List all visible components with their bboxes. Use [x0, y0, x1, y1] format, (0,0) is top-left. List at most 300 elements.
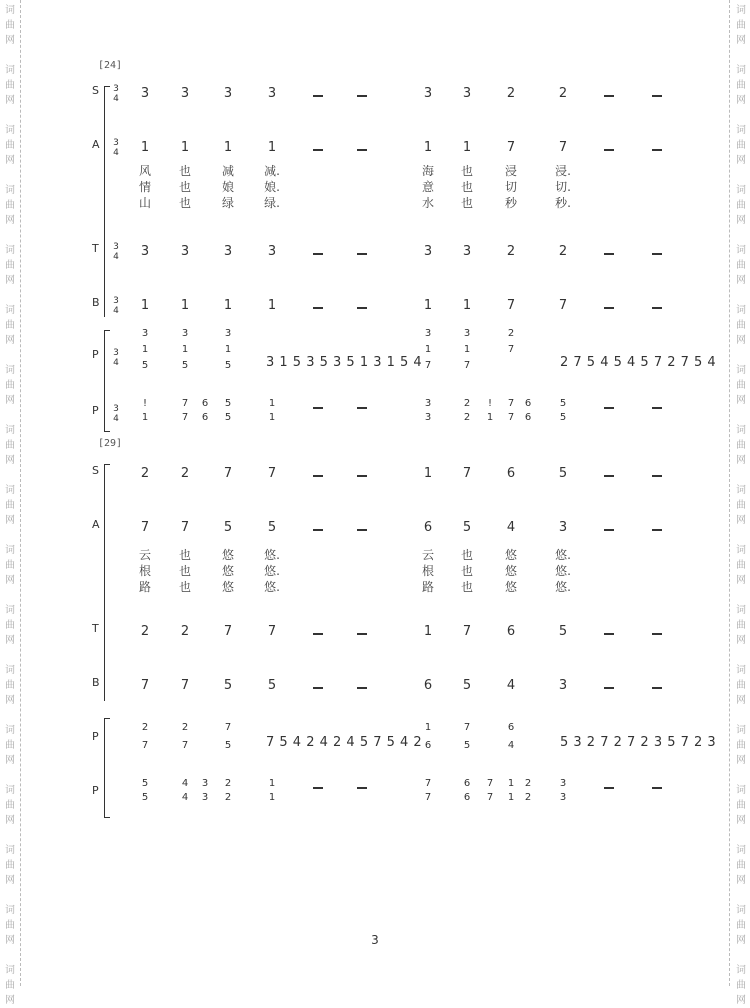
- note: 5: [462, 520, 472, 535]
- lyric-word: 路: [138, 580, 152, 594]
- chord-note: 4: [507, 740, 515, 751]
- watermark-glyph: 词: [5, 485, 15, 496]
- voice-label-alto: A: [92, 518, 100, 531]
- note: 1: [140, 140, 150, 155]
- rest-dash: [357, 149, 367, 151]
- note: 3: [558, 678, 568, 693]
- rest-dash: [652, 253, 662, 255]
- note: 1: [140, 298, 150, 313]
- chord-note: 5: [141, 792, 149, 803]
- lyric-word: 水: [421, 196, 435, 210]
- note: 1: [423, 466, 433, 481]
- watermark-glyph: 网: [5, 935, 15, 946]
- rest-dash: [313, 253, 323, 255]
- watermark-glyph: 曲: [5, 20, 15, 31]
- rest-dash: [652, 787, 662, 789]
- lyric-word: 也: [178, 164, 192, 178]
- watermark-glyph: 网: [5, 335, 15, 346]
- rest-dash: [652, 687, 662, 689]
- watermark-glyph: 词: [5, 845, 15, 856]
- note: 5: [223, 520, 233, 535]
- chord-note: 5: [224, 360, 232, 371]
- piano-upper-label: P: [92, 348, 99, 361]
- watermark-glyph: 网: [736, 95, 746, 106]
- watermark-glyph: 词: [736, 245, 746, 256]
- watermark-glyph: 词: [736, 425, 746, 436]
- lyric-word: 路: [421, 580, 435, 594]
- voice-label-soprano: S: [92, 464, 99, 477]
- note: 5: [267, 678, 277, 693]
- note: 4: [506, 520, 516, 535]
- watermark-glyph: 词: [736, 785, 746, 796]
- watermark-glyph: 网: [5, 395, 15, 406]
- rest-dash: [604, 307, 614, 309]
- note: 6: [423, 520, 433, 535]
- voice-label-tenor: T: [92, 622, 99, 635]
- lyric-word: 悠.: [555, 580, 571, 594]
- watermark-glyph: 词: [736, 485, 746, 496]
- note: 7: [267, 466, 277, 481]
- lyric-word: 悠.: [264, 548, 280, 562]
- rest-dash: [313, 633, 323, 635]
- note: 6: [506, 466, 516, 481]
- note: 3: [223, 244, 233, 259]
- chord-note: 5: [141, 360, 149, 371]
- watermark-glyph: 曲: [5, 920, 15, 931]
- watermark-glyph: 词: [736, 725, 746, 736]
- lyric-word: 悠.: [555, 548, 571, 562]
- watermark-glyph: 网: [736, 755, 746, 766]
- watermark-glyph: 网: [5, 455, 15, 466]
- watermark-glyph: 曲: [5, 860, 15, 871]
- chord-note: 7: [424, 792, 432, 803]
- lyric-word: 根: [138, 564, 152, 578]
- lyric-word: 娘.: [264, 180, 280, 194]
- note: 3: [423, 86, 433, 101]
- lyric-word: 也: [460, 564, 474, 578]
- note: 5: [558, 466, 568, 481]
- chord-note: 3: [224, 328, 232, 339]
- melodic-run: 7 5 4 2 4 2 4 5 7 5 4 2: [266, 735, 423, 750]
- lyric-word: 情: [138, 180, 152, 194]
- note: 3: [180, 244, 190, 259]
- note: 1: [223, 140, 233, 155]
- watermark-glyph: 曲: [736, 680, 746, 691]
- chord-note: 7: [181, 412, 189, 423]
- note: 1: [423, 298, 433, 313]
- choir-brace: [104, 464, 110, 701]
- chord-note: 6: [507, 722, 515, 733]
- chord-note: 1: [463, 344, 471, 355]
- chord-note: 3: [424, 412, 432, 423]
- watermark-glyph: 网: [5, 575, 15, 586]
- watermark-glyph: 曲: [5, 260, 15, 271]
- chord-note: 3: [201, 778, 209, 789]
- watermark-glyph: 网: [5, 815, 15, 826]
- chord-note: 2: [507, 328, 515, 339]
- watermark-glyph: 词: [5, 65, 15, 76]
- lyric-word: 娘: [221, 180, 235, 194]
- lyric-word: 也: [460, 164, 474, 178]
- measure-number: [24]: [98, 60, 123, 71]
- lyric-word: 根: [421, 564, 435, 578]
- chord-note: 1: [424, 722, 432, 733]
- watermark-glyph: 网: [5, 35, 15, 46]
- note: 1: [180, 298, 190, 313]
- voice-label-bass: B: [92, 296, 100, 309]
- rest-dash: [357, 687, 367, 689]
- chord-note: 3: [424, 328, 432, 339]
- chord-note: 7: [486, 778, 494, 789]
- watermark-glyph: 网: [736, 575, 746, 586]
- watermark-glyph: 曲: [736, 500, 746, 511]
- chord-note: 1: [424, 344, 432, 355]
- watermark-glyph: 词: [5, 545, 15, 556]
- lyric-word: 也: [178, 580, 192, 594]
- chord-note: 5: [224, 412, 232, 423]
- choir-brace: [104, 86, 110, 317]
- rest-dash: [652, 633, 662, 635]
- note: 1: [223, 298, 233, 313]
- note: 7: [180, 520, 190, 535]
- note: 2: [140, 624, 150, 639]
- chord-note: 7: [507, 398, 515, 409]
- lyric-word: 也: [460, 180, 474, 194]
- watermark-glyph: 词: [5, 185, 15, 196]
- note: 2: [180, 624, 190, 639]
- note: 7: [506, 298, 516, 313]
- lyric-word: 意: [421, 180, 435, 194]
- watermark-glyph: 网: [736, 935, 746, 946]
- chord-note: 5: [224, 740, 232, 751]
- chord-note: 7: [507, 344, 515, 355]
- lyric-word: 也: [460, 548, 474, 562]
- rest-dash: [313, 529, 323, 531]
- rest-dash: [313, 149, 323, 151]
- rest-dash: [652, 95, 662, 97]
- voice-label-soprano: S: [92, 84, 99, 97]
- watermark-glyph: 词: [736, 5, 746, 16]
- note: 2: [180, 466, 190, 481]
- lyric-word: 浸.: [555, 164, 571, 178]
- watermark-glyph: 词: [5, 245, 15, 256]
- chord-note: 3: [424, 398, 432, 409]
- chord-note: 2: [224, 778, 232, 789]
- watermark-glyph: 曲: [736, 560, 746, 571]
- note: 2: [506, 86, 516, 101]
- note: 3: [140, 244, 150, 259]
- chord-note: 7: [486, 792, 494, 803]
- watermark-glyph: 网: [736, 695, 746, 706]
- note: 7: [462, 466, 472, 481]
- note: 3: [267, 86, 277, 101]
- lyric-word: 绿: [221, 196, 235, 210]
- chord-note: !: [142, 398, 148, 409]
- rest-dash: [652, 407, 662, 409]
- watermark-glyph: 曲: [5, 380, 15, 391]
- watermark-glyph: 词: [5, 665, 15, 676]
- watermark-glyph: 曲: [5, 680, 15, 691]
- watermark-glyph: 网: [736, 455, 746, 466]
- note: 4: [506, 678, 516, 693]
- watermark-glyph: 曲: [5, 320, 15, 331]
- lyric-word: 悠: [221, 548, 235, 562]
- piano-brace: [104, 718, 110, 818]
- rest-dash: [604, 253, 614, 255]
- lyric-word: 云: [421, 548, 435, 562]
- chord-note: 2: [181, 722, 189, 733]
- chord-note: 6: [201, 398, 209, 409]
- chord-note: 3: [559, 792, 567, 803]
- note: 1: [423, 140, 433, 155]
- watermark-glyph: 词: [5, 725, 15, 736]
- chord-note: 3: [181, 328, 189, 339]
- lyric-word: 悠.: [264, 564, 280, 578]
- time-signature: 3 4: [113, 348, 119, 368]
- chord-note: 6: [424, 740, 432, 751]
- watermark-glyph: 词: [5, 5, 15, 16]
- lyric-word: 云: [138, 548, 152, 562]
- lyric-word: 也: [178, 564, 192, 578]
- chord-note: 5: [559, 398, 567, 409]
- chord-note: 4: [181, 792, 189, 803]
- rest-dash: [313, 95, 323, 97]
- watermark-glyph: 网: [5, 215, 15, 226]
- watermark-glyph: 词: [5, 785, 15, 796]
- chord-note: 1: [141, 344, 149, 355]
- lyric-word: 悠: [504, 580, 518, 594]
- lyric-word: 也: [460, 580, 474, 594]
- watermark-glyph: 网: [5, 755, 15, 766]
- note: 7: [558, 298, 568, 313]
- note: 3: [267, 244, 277, 259]
- chord-note: 2: [224, 792, 232, 803]
- rest-dash: [652, 475, 662, 477]
- watermark-glyph: 曲: [736, 200, 746, 211]
- note: 6: [423, 678, 433, 693]
- rest-dash: [313, 475, 323, 477]
- note: 2: [558, 244, 568, 259]
- time-signature: 3 4: [113, 404, 119, 424]
- lyric-word: 也: [178, 548, 192, 562]
- rest-dash: [313, 407, 323, 409]
- note: 2: [140, 466, 150, 481]
- note: 7: [223, 466, 233, 481]
- chord-note: 7: [181, 398, 189, 409]
- chord-note: 1: [268, 778, 276, 789]
- rest-dash: [604, 95, 614, 97]
- rest-dash: [604, 687, 614, 689]
- chord-note: 3: [559, 778, 567, 789]
- rest-dash: [652, 149, 662, 151]
- chord-note: 6: [463, 778, 471, 789]
- watermark-glyph: 词: [736, 305, 746, 316]
- lyric-word: 风: [138, 164, 152, 178]
- chord-note: 3: [141, 328, 149, 339]
- note: 7: [140, 678, 150, 693]
- lyric-word: 悠: [221, 564, 235, 578]
- lyric-word: 绿.: [264, 196, 280, 210]
- note: 3: [223, 86, 233, 101]
- note: 7: [223, 624, 233, 639]
- watermark-glyph: 网: [736, 515, 746, 526]
- rest-dash: [357, 633, 367, 635]
- watermark-glyph: 曲: [736, 440, 746, 451]
- time-signature: 3 4: [113, 84, 119, 104]
- rest-dash: [604, 529, 614, 531]
- note: 7: [140, 520, 150, 535]
- watermark-glyph: 词: [736, 185, 746, 196]
- piano-upper-label: P: [92, 730, 99, 743]
- rest-dash: [604, 633, 614, 635]
- watermark-glyph: 网: [736, 155, 746, 166]
- note: 1: [423, 624, 433, 639]
- watermark-glyph: 词: [5, 305, 15, 316]
- chord-note: 7: [424, 360, 432, 371]
- chord-note: 6: [463, 792, 471, 803]
- watermark-glyph: 词: [5, 605, 15, 616]
- watermark-glyph: 网: [5, 515, 15, 526]
- note: 5: [462, 678, 472, 693]
- chord-note: 1: [507, 778, 515, 789]
- lyric-word: 减.: [264, 164, 280, 178]
- watermark-glyph: 词: [5, 905, 15, 916]
- watermark-glyph: 曲: [5, 140, 15, 151]
- chord-note: 5: [181, 360, 189, 371]
- watermark-glyph: 词: [736, 65, 746, 76]
- melodic-run: 2 7 5 4 5 4 5 7 2 7 5 4: [560, 355, 717, 370]
- rest-dash: [357, 253, 367, 255]
- note: 3: [180, 86, 190, 101]
- lyric-word: 秒: [504, 196, 518, 210]
- watermark-glyph: 网: [736, 875, 746, 886]
- lyric-word: 秒.: [555, 196, 571, 210]
- note: 7: [462, 624, 472, 639]
- note: 7: [506, 140, 516, 155]
- lyric-word: 切: [504, 180, 518, 194]
- lyric-word: 悠.: [555, 564, 571, 578]
- chord-note: 5: [224, 398, 232, 409]
- rest-dash: [652, 529, 662, 531]
- watermark-glyph: 曲: [736, 620, 746, 631]
- lyric-word: 也: [178, 196, 192, 210]
- measure-number: [29]: [98, 438, 123, 449]
- chord-note: 1: [224, 344, 232, 355]
- rest-dash: [604, 407, 614, 409]
- lyric-word: 也: [178, 180, 192, 194]
- chord-note: 7: [141, 740, 149, 751]
- watermark-glyph: 曲: [736, 260, 746, 271]
- watermark-glyph: 词: [5, 365, 15, 376]
- watermark-glyph: 曲: [5, 800, 15, 811]
- watermark-glyph: 曲: [5, 80, 15, 91]
- note: 2: [506, 244, 516, 259]
- page-number: 3: [371, 933, 379, 947]
- note: 3: [558, 520, 568, 535]
- watermark-glyph: 词: [736, 845, 746, 856]
- watermark-glyph: 词: [5, 125, 15, 136]
- watermark-glyph: 曲: [736, 980, 746, 991]
- chord-note: !: [487, 398, 493, 409]
- watermark-glyph: 词: [5, 965, 15, 976]
- note: 7: [267, 624, 277, 639]
- note: 1: [462, 298, 472, 313]
- chord-note: 1: [268, 792, 276, 803]
- time-signature: 3 4: [113, 242, 119, 262]
- time-signature: 3 4: [113, 296, 119, 316]
- watermark-glyph: 曲: [736, 380, 746, 391]
- chord-note: 2: [524, 792, 532, 803]
- chord-note: 6: [201, 412, 209, 423]
- watermark-glyph: 网: [736, 275, 746, 286]
- watermark-glyph: 曲: [736, 80, 746, 91]
- lyric-word: 海: [421, 164, 435, 178]
- chord-note: 3: [201, 792, 209, 803]
- watermark-glyph: 曲: [736, 920, 746, 931]
- chord-note: 6: [524, 412, 532, 423]
- note: 3: [423, 244, 433, 259]
- note: 5: [558, 624, 568, 639]
- watermark-glyph: 网: [5, 695, 15, 706]
- watermark-glyph: 词: [736, 545, 746, 556]
- watermark-glyph: 曲: [736, 20, 746, 31]
- lyric-word: 也: [460, 196, 474, 210]
- note: 7: [558, 140, 568, 155]
- chord-note: 2: [463, 398, 471, 409]
- note: 3: [462, 86, 472, 101]
- watermark-glyph: 词: [736, 965, 746, 976]
- chord-note: 5: [559, 412, 567, 423]
- watermark-glyph: 网: [5, 95, 15, 106]
- rest-dash: [357, 307, 367, 309]
- note: 1: [267, 140, 277, 155]
- watermark-glyph: 曲: [5, 440, 15, 451]
- chord-note: 7: [463, 360, 471, 371]
- watermark-glyph: 网: [736, 215, 746, 226]
- voice-label-tenor: T: [92, 242, 99, 255]
- lyric-word: 悠.: [264, 580, 280, 594]
- watermark-glyph: 曲: [5, 560, 15, 571]
- rest-dash: [357, 407, 367, 409]
- watermark-glyph: 词: [736, 365, 746, 376]
- note: 2: [558, 86, 568, 101]
- chord-note: 2: [524, 778, 532, 789]
- watermark-glyph: 网: [5, 275, 15, 286]
- rest-dash: [357, 475, 367, 477]
- chord-note: 2: [141, 722, 149, 733]
- watermark-glyph: 曲: [5, 500, 15, 511]
- lyric-word: 悠: [504, 564, 518, 578]
- lyric-word: 悠: [504, 548, 518, 562]
- note: 1: [267, 298, 277, 313]
- watermark-glyph: 网: [736, 635, 746, 646]
- rest-dash: [357, 787, 367, 789]
- chord-note: 5: [463, 740, 471, 751]
- note: 1: [462, 140, 472, 155]
- chord-note: 1: [141, 412, 149, 423]
- chord-note: 1: [507, 792, 515, 803]
- lyric-word: 减: [221, 164, 235, 178]
- watermark-glyph: 词: [736, 665, 746, 676]
- watermark-glyph: 网: [736, 995, 746, 1006]
- rest-dash: [357, 529, 367, 531]
- lyric-word: 山: [138, 196, 152, 210]
- chord-note: 2: [463, 412, 471, 423]
- note: 1: [180, 140, 190, 155]
- watermark-glyph: 曲: [5, 620, 15, 631]
- chord-note: 1: [268, 398, 276, 409]
- rest-dash: [652, 307, 662, 309]
